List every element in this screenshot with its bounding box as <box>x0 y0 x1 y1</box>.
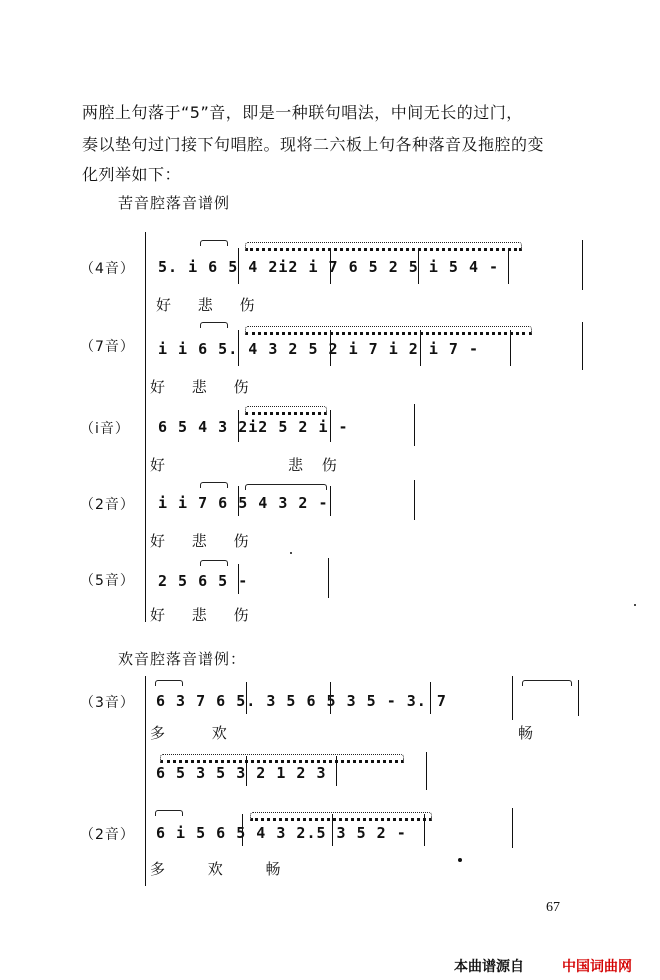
row-label: （7音） <box>80 339 135 355</box>
notation-row: 6 5 4 3 2i2 5 2 i - <box>158 418 349 436</box>
slur <box>200 322 228 328</box>
lyric-row-b: 悲 伤 <box>288 456 338 474</box>
barline <box>246 756 247 786</box>
score-left-line <box>145 232 146 622</box>
barline <box>508 248 509 284</box>
lyric-row: 多 欢 畅 <box>150 860 282 878</box>
row-label: （5音） <box>80 573 135 589</box>
barline <box>238 330 239 366</box>
lyric-row-a: 好 <box>150 456 167 474</box>
footer-site-link[interactable]: 中国词曲网 <box>562 959 632 975</box>
tie-line <box>250 812 432 821</box>
lyric-row: 好 悲 伤 <box>150 532 250 550</box>
barline <box>242 814 243 846</box>
barline-final <box>512 808 513 848</box>
tie-line <box>245 326 532 335</box>
tie-line <box>160 754 404 763</box>
notation-row: 6 5 3 5 3 2 1 2 3 <box>156 764 327 782</box>
barline-final <box>582 240 583 290</box>
lyric-row: 好 悲 伤 <box>150 378 250 396</box>
tie-line <box>245 242 522 251</box>
barline <box>330 682 331 714</box>
barline-final <box>426 752 427 790</box>
barline-final <box>582 322 583 370</box>
lyric-row: 好 悲 伤 <box>150 606 250 624</box>
barline <box>330 330 331 366</box>
barline <box>238 248 239 284</box>
barline <box>332 814 333 846</box>
barline-final <box>512 676 513 720</box>
section-heading-huan: 欢音腔落音谱例： <box>118 650 247 668</box>
page-number: 67 <box>546 900 560 915</box>
speck <box>290 552 292 554</box>
barline <box>238 486 239 516</box>
barline <box>424 814 425 846</box>
barline <box>430 682 431 714</box>
barline <box>578 680 579 716</box>
speck <box>458 858 462 862</box>
row-label: （i音） <box>80 421 130 437</box>
barline <box>418 248 419 284</box>
barline <box>420 330 421 366</box>
notation-row: i i 7 6 5 4 3 2 - <box>158 494 329 512</box>
row-label: （4音） <box>80 261 135 277</box>
notation-row: 6 3 7 6 5. 3 5 6 5 3 5 - 3. 7 <box>156 692 447 710</box>
lyric-row-b: 畅 <box>518 724 535 742</box>
speck <box>634 604 636 606</box>
barline <box>330 410 331 442</box>
tie-line <box>245 406 327 415</box>
lyric-row-a: 多 欢 <box>150 724 228 742</box>
slur <box>200 240 228 246</box>
row-label: （2音） <box>80 827 135 843</box>
slur <box>155 810 183 816</box>
barline <box>330 486 331 516</box>
barline-final <box>414 404 415 446</box>
barline <box>510 330 511 366</box>
section-heading-ku: 苦音腔落音谱例 <box>118 194 231 212</box>
row-label: （2音） <box>80 497 135 513</box>
barline <box>238 564 239 594</box>
barline <box>330 248 331 284</box>
footer-source: 本曲谱源自 <box>454 959 524 975</box>
row-label: （3音） <box>80 695 135 711</box>
notation-row: i i 6 5. 4 3 2 5 2 i 7 i 2 i 7 - <box>158 340 479 358</box>
barline-final <box>328 558 329 598</box>
barline <box>336 756 337 786</box>
notation-row: 2 5 6 5 - <box>158 572 249 590</box>
barline-final <box>414 480 415 520</box>
slur <box>245 484 327 490</box>
barline <box>238 410 239 442</box>
paragraph-line-3: 化列举如下： <box>82 165 182 184</box>
barline <box>246 682 247 714</box>
slur <box>200 560 228 566</box>
slur <box>155 680 183 686</box>
notation-row: 5. i 6 5 4 2i2 i 7 6 5 2 5 i 5 4 - <box>158 258 500 276</box>
score-left-line <box>145 676 146 886</box>
paragraph-line-1: 两腔上句落于“5”音，即是一种联句唱法，中间无长的过门， <box>82 103 523 122</box>
slur <box>522 680 572 686</box>
paragraph-line-2: 奏以垫句过门接下句唱腔。现将二六板上句各种落音及拖腔的变 <box>82 135 545 154</box>
notation-row: 6 i 5 6 5 4 3 2.5 3 5 2 - <box>156 824 407 842</box>
slur <box>200 482 228 488</box>
lyric-row: 好 悲 伤 <box>156 296 256 314</box>
